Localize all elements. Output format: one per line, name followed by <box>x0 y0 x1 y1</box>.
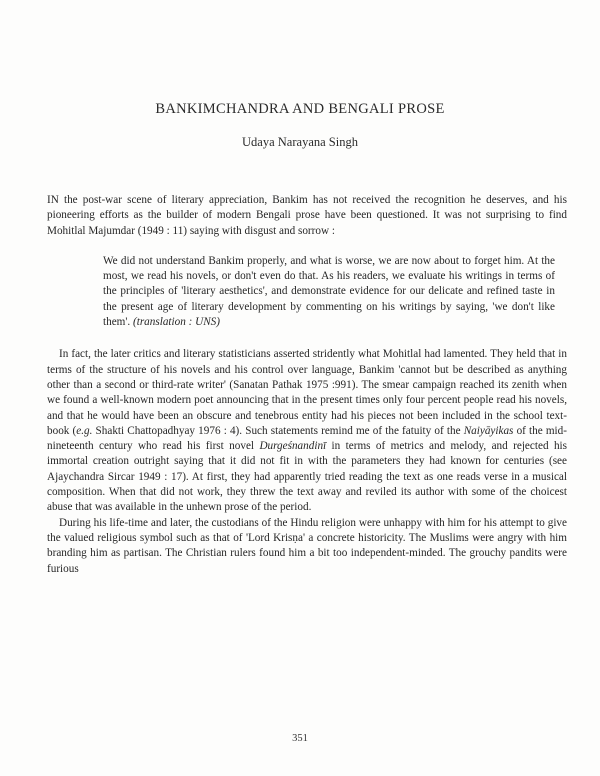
eg-abbreviation: e.g. <box>76 424 93 437</box>
novel-title-durgeshnandini: Durgeśnandinī <box>259 440 327 453</box>
translation-note: (translation : UNS) <box>132 316 220 329</box>
page-number: 351 <box>292 733 308 744</box>
naiyayikas-term: Naiyāyikas <box>463 424 514 437</box>
opening-paragraph: IN the post-war scene of literary appreciation, Bankim has not received the recognition he deserves, and his pioneering efforts as the builder of modern Bengali prose have been questioned. It was not surprising to find Mohitlal Majumdar (1949 : 11) saying with disgust and sorrow : <box>47 194 567 237</box>
quotation-text: We did not understand Bankim properly, and what is worse, we are now about to forget him. At the most, we read his novels, or don't even do that. As his readers, we evaluate his writings in terms of the principles of 'literary aesthetics', and demonstrate evidence for our delicate and refined taste in the present age of literary development by commenting on his writings by saying, 'we don't like them'. <box>103 254 555 329</box>
second-paragraph-text-c: of the mid-nineteenth century who read his first novel <box>47 424 567 453</box>
author-name: Udaya Narayana Singh <box>242 135 358 149</box>
third-paragraph: During his life-time and later, the custodians of the Hindu religion were unhappy with him for his attempt to give the valued religious symbol such as that of 'Lord Krisṇa' a concrete historicity. The Muslims were angry with him branding him as partisan. The Christian rulers found him a bit too independent-minded. The grouchy pandits were furious <box>47 516 567 575</box>
second-paragraph-text-b: Shakti Chattopadhyay 1976 : 4). Such statements remind me of the fatuity of the <box>92 424 464 437</box>
article-title: BANKIMCHANDRA AND BENGALI PROSE <box>155 101 445 117</box>
block-quotation <box>103 254 555 330</box>
second-paragraph-text-d: in terms of metrics and melody, and rejected his immortal creation outright saying that it did not fit in with the parameters they had known for centuries (see Ajaychandra Sircar 1949 : 17). At first, they had apparently tried reading the text as one reads verse in a musical composition. When that did not work, they threw the text away and reviled its author with some of the choicest abuse that was available in the unhewn prose of the period. <box>47 440 567 514</box>
article-body <box>47 193 567 577</box>
second-paragraph <box>47 347 567 515</box>
second-paragraph-text-a: In fact, the later critics and literary statisticians asserted stridently what Mohitlal had lamented. They held that in terms of the structure of his novels and his control over language, Bankim 'cannot but be described as anything other than a second or third-rate writer' (Sanatan Pathak 1975 :991). The smear campaign reached its zenith when we found a well-known modern poet announcing that in the present times only four percent people read his novels, and that he would have been an obscure and tenebrous entity had his pieces not been included in the school text-book ( <box>47 348 567 437</box>
